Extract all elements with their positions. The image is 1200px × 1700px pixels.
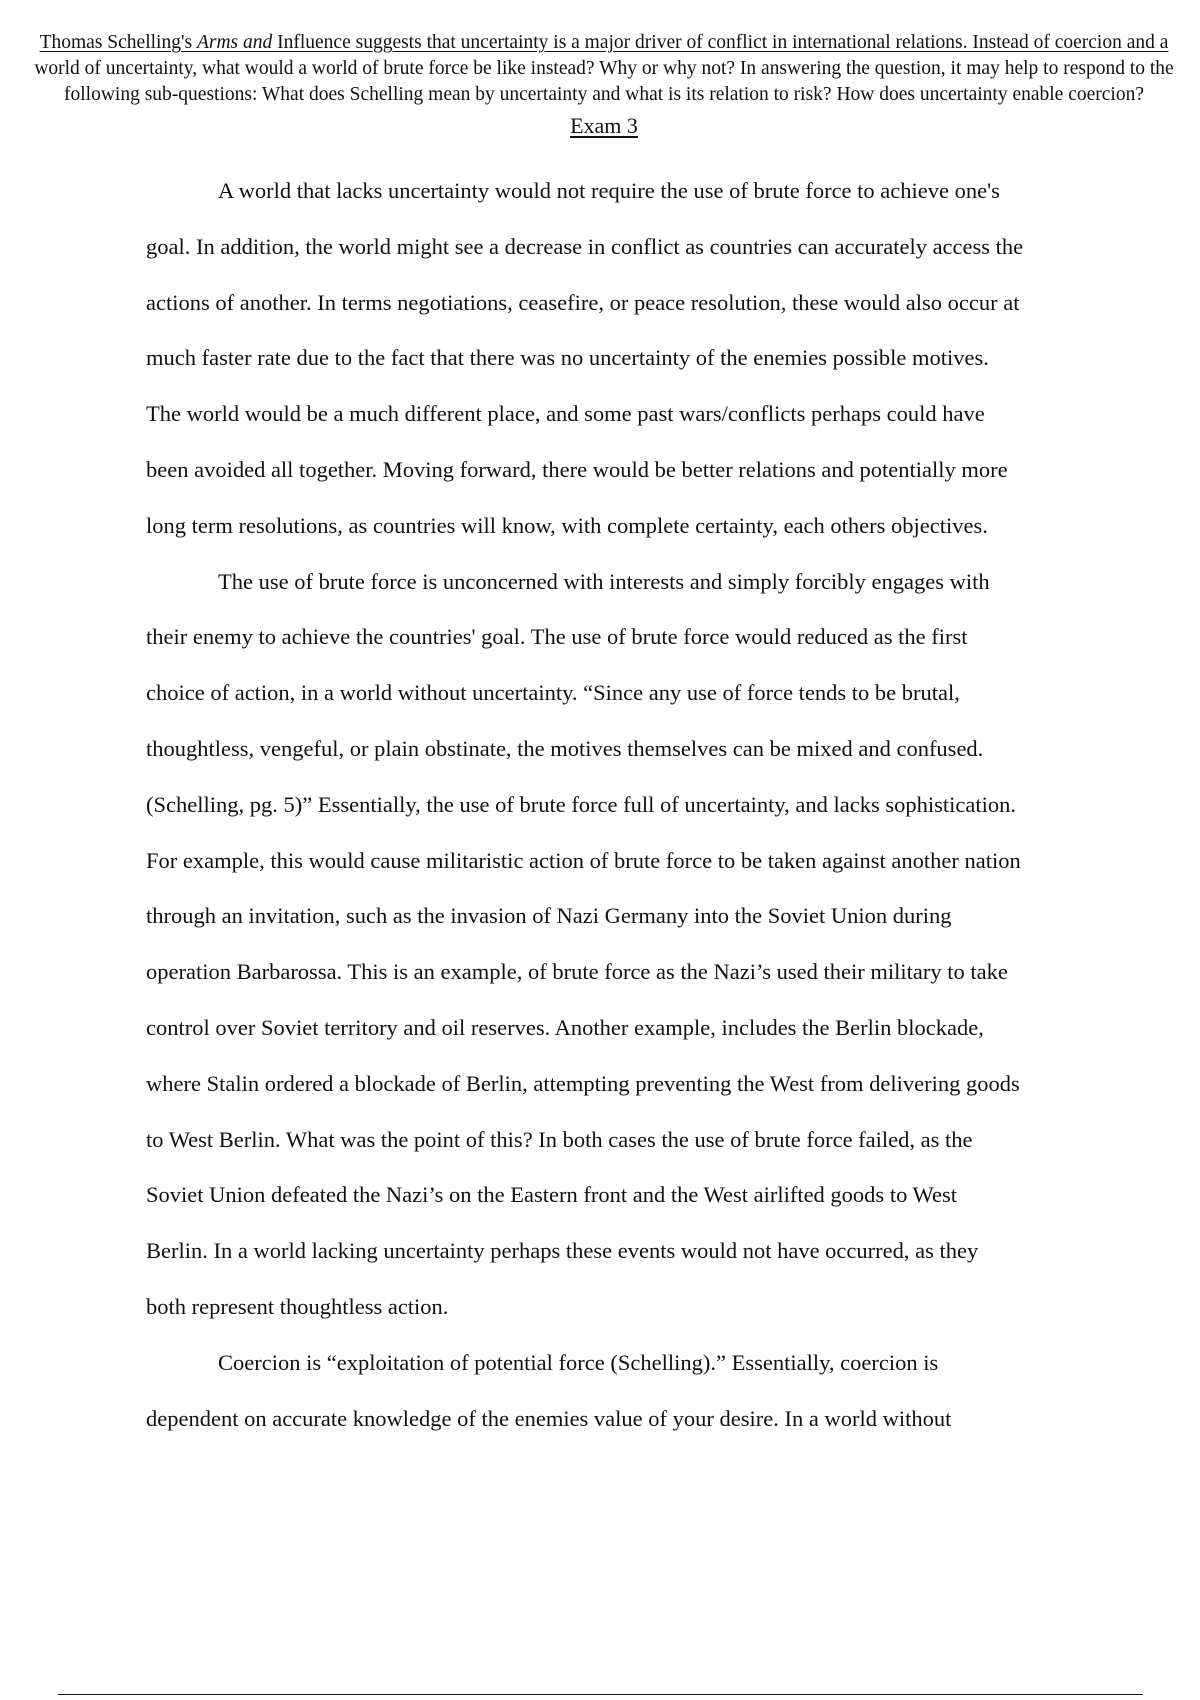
footer-rule (58, 1694, 1143, 1695)
essay-line: both represent thoughtless action. (146, 1293, 449, 1319)
prompt-line-1-end: Influence suggests that uncertainty is a major driver of conflict in international relations. Instead of coercion and a (272, 32, 1169, 53)
prompt-line-1-start: Thomas Schelling's (39, 32, 197, 53)
essay-line: Soviet Union defeated the Nazi’s on the Eastern front and the West airlifted goods to West (146, 1182, 957, 1208)
essay-line: their enemy to achieve the countries' goal. The use of brute force would reduced as the first (146, 624, 968, 650)
essay-body (146, 163, 1086, 1446)
prompt-line-3: following sub-questions: What does Schelling mean by uncertainty and what is its relation to risk? How does uncertainty enable coercion? (64, 84, 1144, 105)
essay-line: The world would be a much different place, and some past wars/conflicts perhaps could have (146, 401, 985, 427)
essay-line: goal. In addition, the world might see a decrease in conflict as countries can accurately access the (146, 233, 1024, 259)
essay-line: much faster rate due to the fact that there was no uncertainty of the enemies possible motives. (146, 345, 989, 371)
book-title-italic: Arms and (196, 32, 273, 53)
essay-line: For example, this would cause militaristic action of brute force to be taken against another nation (146, 847, 1021, 873)
essay-line: where Stalin ordered a blockade of Berlin, attempting preventing the West from delivering goods (146, 1070, 1020, 1096)
essay-line: actions of another. In terms negotiations, ceasefire, or peace resolution, these would also occur at (146, 289, 1020, 315)
essay-line: through an invitation, such as the invasion of Nazi Germany into the Soviet Union during (146, 903, 952, 929)
essay-line: operation Barbarossa. This is an example, of brute force as the Nazi’s used their military to take (146, 959, 1008, 985)
essay-line: A world that lacks uncertainty would not require the use of brute force to achieve one's (218, 178, 1000, 203)
essay-line: been avoided all together. Moving forward, there would be better relations and potentially more (146, 456, 1008, 482)
assignment-prompt (0, 30, 1200, 108)
essay-line: Coercion is “exploitation of potential force (Schelling).” Essentially, coercion is (218, 1349, 939, 1375)
essay-line: thoughtless, vengeful, or plain obstinate, the motives themselves can be mixed and confused. (146, 735, 984, 761)
essay-line: long term resolutions, as countries will know, with complete certainty, each others objectives. (146, 512, 988, 538)
essay-line: choice of action, in a world without uncertainty. “Since any use of force tends to be brutal, (146, 680, 960, 706)
essay-line: to West Berlin. What was the point of this? In both cases the use of brute force failed, as the (146, 1126, 973, 1152)
prompt-line-1 (0, 30, 1200, 56)
essay-line: The use of brute force is unconcerned with interests and simply forcibly engages with (218, 568, 990, 594)
exam-title: Exam 3 (570, 113, 638, 138)
prompt-line-2: world of uncertainty, what would a world of brute force be like instead? Why or why not? In answering the question, it may help to respond to the (34, 58, 1174, 79)
essay-line: dependent on accurate knowledge of the enemies value of your desire. In a world without (146, 1405, 952, 1431)
essay-line: (Schelling, pg. 5)” Essentially, the use of brute force full of uncertainty, and lacks sophistication. (146, 791, 1016, 817)
essay-line: Berlin. In a world lacking uncertainty perhaps these events would not have occurred, as they (146, 1238, 979, 1264)
essay-line: control over Soviet territory and oil reserves. Another example, includes the Berlin blockade, (146, 1014, 984, 1040)
